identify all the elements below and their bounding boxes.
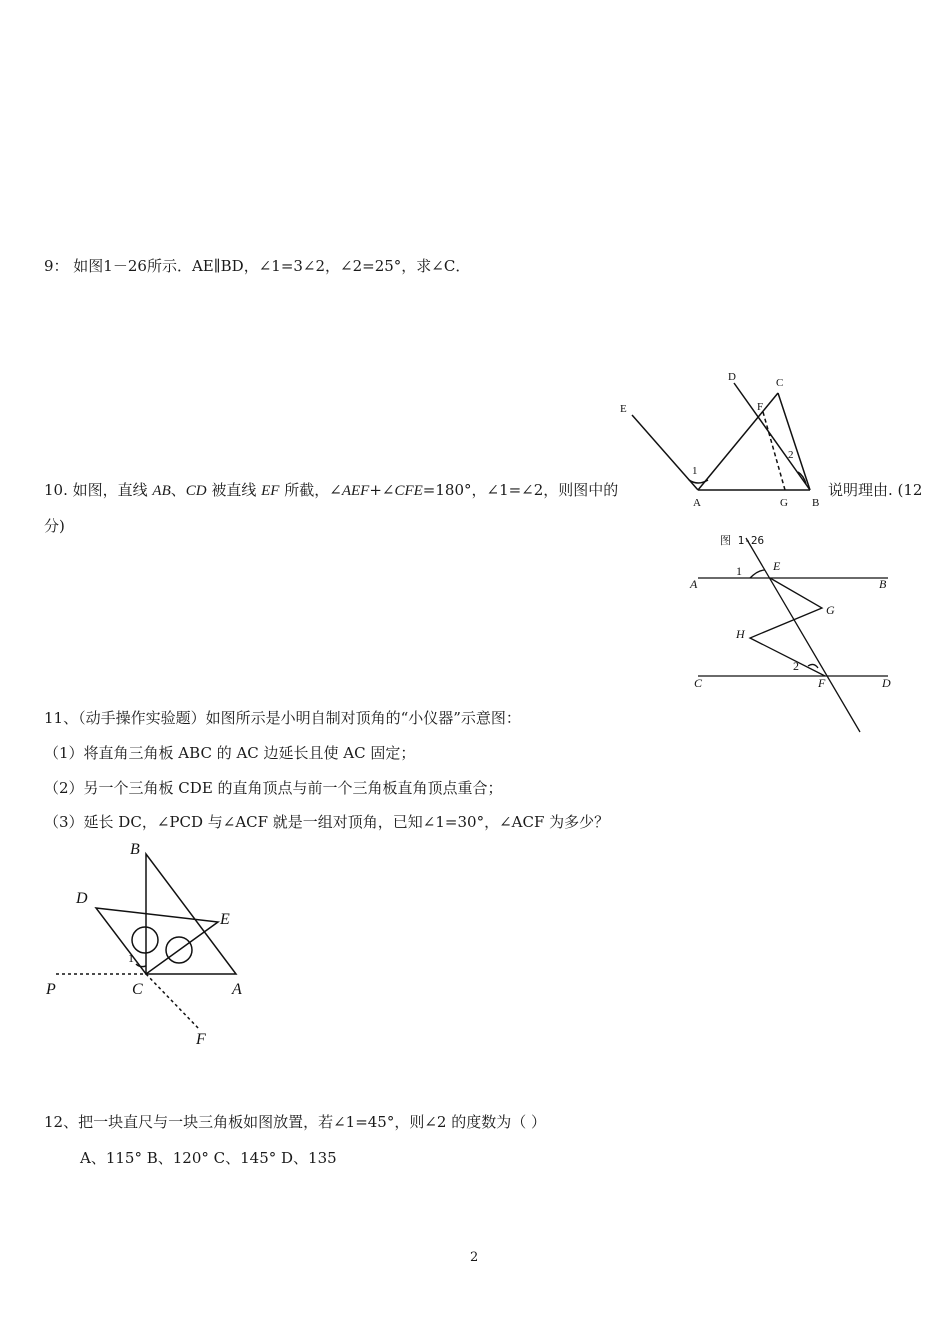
line-db xyxy=(734,383,810,490)
angle-1-arc xyxy=(750,570,765,578)
label-a: A xyxy=(232,981,242,998)
label-1: 1 xyxy=(128,951,134,965)
label-1: 1 xyxy=(692,465,698,477)
line-ea xyxy=(632,415,698,490)
label-p: P xyxy=(46,981,56,998)
line-ef xyxy=(746,538,860,732)
question-10-text: 10. 如图，直线 AB、CD 被直线 EF 所截，∠AEF+∠CFE=180°，∠1=∠2，则图中的 xyxy=(44,481,618,499)
label-c: C xyxy=(776,377,784,389)
label-2: 2 xyxy=(793,659,799,673)
page-number: 2 xyxy=(470,1250,479,1265)
label-d: D xyxy=(76,890,88,907)
ray-cf xyxy=(146,974,200,1030)
triangle-cde xyxy=(96,908,218,974)
label-1: 1 xyxy=(736,564,742,578)
line-ac xyxy=(698,393,778,490)
label-h: H xyxy=(736,627,745,641)
label-f: F xyxy=(818,676,826,690)
question-11-text-2: （1）将直角三角板 ABC 的 AC 边延长且使 AC 固定； xyxy=(44,744,416,762)
label-b: B xyxy=(812,497,820,509)
question-11-text-3: （2）另一个三角板 CDE 的直角顶点与前一个三角板直角顶点重合； xyxy=(44,779,503,797)
label-d: D xyxy=(728,371,736,383)
question-10-text-line2: 分) xyxy=(44,517,65,535)
triangle-hole-1 xyxy=(132,927,158,953)
label-2: 2 xyxy=(788,449,794,461)
label-a: A xyxy=(693,497,701,509)
label-e: E xyxy=(220,911,230,928)
question-10-text-tail: 说明理由. (12 xyxy=(828,481,923,499)
label-e: E xyxy=(620,403,627,415)
question-11-text-1: 11、（动手操作实验题）如图所示是小明自制对顶角的“小仪器”示意图： xyxy=(44,709,521,727)
label-d: D xyxy=(882,676,891,690)
label-b: B xyxy=(879,577,887,591)
label-e: E xyxy=(773,559,781,573)
figure-q11 xyxy=(40,838,270,1053)
label-g: G xyxy=(826,603,835,617)
label-g: G xyxy=(780,497,788,509)
label-c: C xyxy=(694,676,703,690)
question-12-options: A、115° B、120° C、145° D、135 xyxy=(80,1149,337,1167)
line-cb xyxy=(778,393,810,490)
label-a: A xyxy=(690,577,698,591)
question-12-text: 12、把一块直尺与一块三角板如图放置，若∠1=45°，则∠2 的度数为（ ） xyxy=(44,1113,547,1131)
figure-q10 xyxy=(680,530,910,740)
zigzag-egHf xyxy=(750,578,825,676)
label-b: B xyxy=(130,841,140,858)
angle-1-arc xyxy=(136,964,146,967)
label-f: F xyxy=(757,401,764,413)
label-c: C xyxy=(132,981,143,998)
label-f: F xyxy=(196,1031,206,1048)
question-11-text-4: （3）延长 DC，∠PCD 与∠ACF 就是一组对顶角，已知∠1=30°，∠ACF 为多少？ xyxy=(44,813,610,831)
question-9-text: 9： 如图1－26所示．AE∥BD，∠1=3∠2，∠2=25°，求∠C． xyxy=(44,257,471,275)
figure-caption: 图 1-26 xyxy=(720,534,765,547)
